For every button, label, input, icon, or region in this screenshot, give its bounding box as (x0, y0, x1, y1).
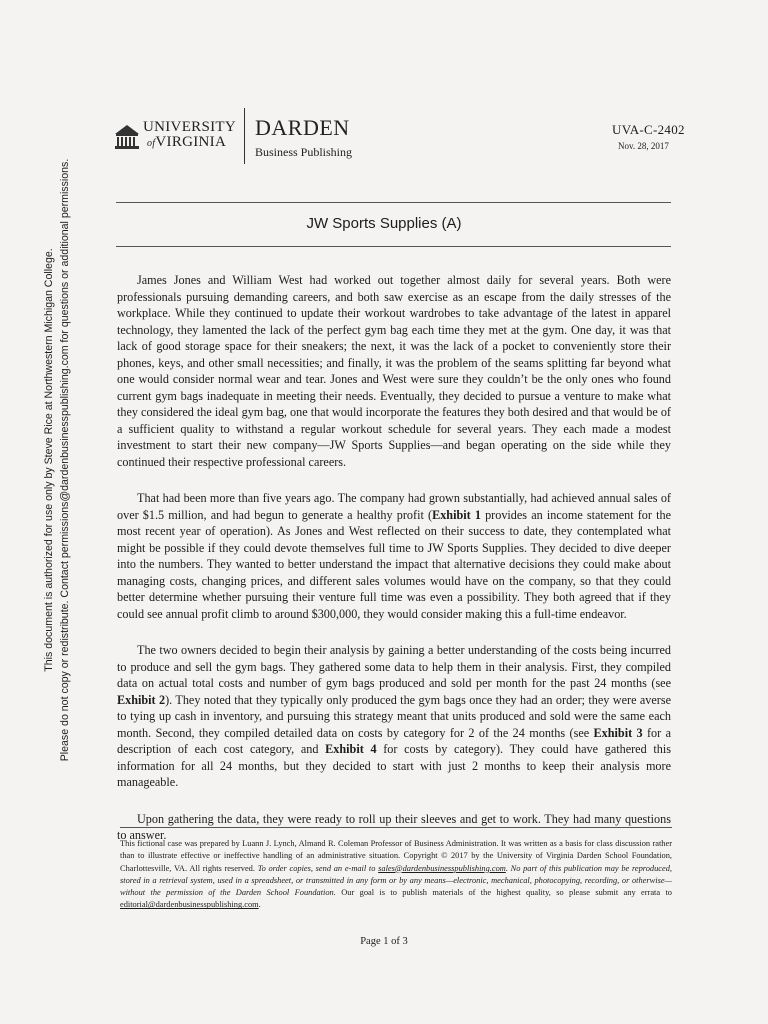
footnote-rule (120, 827, 672, 828)
uva-logo (113, 118, 243, 158)
title-rule-bottom (116, 246, 671, 247)
editorial-email-link[interactable]: editorial@dardenbusinesspublishing.com (120, 900, 259, 910)
authorization-line-2: Please do not copy or redistribute. Contact permissions@dardenbusinesspublishing.com for questions or additional permissions. (59, 158, 71, 762)
header-divider (244, 108, 245, 164)
title-rule-top (116, 202, 671, 203)
exhibit-reference: Exhibit 2 (117, 692, 166, 707)
footnote (120, 838, 672, 912)
document-title: JW Sports Supplies (A) (306, 215, 462, 232)
footnote-italic-2: . No part of this publication may be reproduced, stored in a retrieval system, used in a spreadsheet, or transmitted in any form or by any means—electronic, mechanical, photocopying, recording, or otherwise—without the permission of the Darden School Foundation. (120, 863, 673, 898)
darden-logo (255, 117, 352, 160)
authorization-line-1: This document is authorized for use only by Steve Rice at Northwestern Michigan College. (43, 248, 55, 672)
paragraph-text: That had been more than five years ago. The company had grown substantially, had achieved annual sales of over $1.5 million, and had begun to generate a healthy profit ( (117, 491, 671, 522)
paragraph-text: for costs by category). They could have gathered this information for all 24 months, but they decided to start with just 2 months to keep their analysis more manageable. (117, 742, 671, 789)
page-number: Page 1 of 3 (360, 936, 408, 947)
footnote-text-1: This fictional case was prepared by Luann J. Lynch, Almand R. Coleman Professor of Business Administration. It was written as a basis for class discussion rather than to illustrate effective or ineffective handling of an administrative situation. Copyright © 2017 by the University of Virginia Darden School Foundation, Charlottesville, VA. All rights reserved. (120, 839, 672, 873)
rotunda-icon (113, 122, 141, 150)
uva-of: of (147, 138, 156, 149)
footnote-text-2: Our goal is to publish materials of the highest quality, so please submit any errata to (335, 888, 672, 898)
footnote-italic-1: To order copies, send an e-mail to (257, 863, 379, 873)
case-code: UVA-C-2402 (612, 122, 685, 137)
case-identifier (612, 122, 685, 151)
sales-email-link[interactable]: sales@dardenbusinesspublishing.com (378, 863, 506, 873)
paragraph (117, 490, 671, 622)
paragraph-text: The two owners decided to begin their analysis by gaining a better understanding of the costs being incurred to produce and sell the gym bags. They gathered some data to help them in their analysis. First, they compiled data on actual total costs and number of gym bags produced and sold per month for the past 24 months (see (117, 643, 671, 690)
darden-title: DARDEN (255, 115, 350, 140)
uva-line1: UNIVERSITY (143, 119, 236, 135)
paragraph-text: James Jones and William West had worked out together almost daily for several years. Both were professionals pursuing demanding careers, and both saw exercise as an escape from the daily stresses of the workplace. While they continued to update their workout wardrobes to take advantage of the latest in apparel technology, they lamented the lack of the perfect gym bag each time they met at the gym. One day, it was that lack of good storage space for their sneakers; the next, it was the lack of a pocket to conveniently store their phones, keys, and other small necessities; and finally, it was the problem of the seams splitting far beyond what one would consider normal wear and tear. Jones and West were sure they couldn’t be the only ones who found current gym bags inadequate in meeting their needs. Eventually, they decided to pursue a venture to make what they considered the ideal gym bag, one that would incorporate the features they both desired and that would be of a sufficient quality to withstand a regular workout schedule for several years. They each made a modest investment to start their new company—JW Sports Supplies—and began operating on the side while they continued their respective professional careers. (117, 273, 671, 469)
body-text (117, 272, 671, 864)
uva-line2: VIRGINIA (155, 134, 227, 150)
paragraph-text: Upon gathering the data, they were ready to roll up their sleeves and get to work. They had many questions to answer. (117, 811, 671, 842)
paragraph (117, 272, 671, 470)
exhibit-reference: Exhibit 1 (432, 507, 481, 522)
uva-wordmark (143, 120, 236, 151)
case-date: Nov. 28, 2017 (618, 141, 669, 151)
paragraph-text: provides an income statement for the most recent year of operation). As Jones and West reflected on their success to date, they contemplated what might be possible if they could devote themselves full time to JW Sports Supplies. They decided to dive deeper into the numbers. They wanted to better understand the impact that alternative decisions they could make about managing costs, changing prices, and different sales volumes would have on the company, so that they could better determine whether pursuing their venture full time was even a possibility. They both agreed that if they could see annual profit climb to around $300,000, they would consider making this a full-time endeavor. (117, 507, 671, 621)
darden-subtitle: Business Publishing (255, 145, 353, 159)
footnote-text-3: . (258, 900, 261, 910)
exhibit-reference: Exhibit 4 (325, 742, 377, 756)
paragraph-text: for a description of each cost category, and (117, 725, 672, 756)
paragraph-text: ). They noted that they typically only produced the gym bags once they had an order; they were averse to tying up cash in inventory, and pursuing this strategy meant that units produced and sold were the same each month. Second, they compiled detailed data on costs by category for 2 of the 24 months (see (117, 692, 671, 740)
exhibit-reference: Exhibit 3 (593, 725, 643, 740)
paragraph (117, 642, 671, 791)
